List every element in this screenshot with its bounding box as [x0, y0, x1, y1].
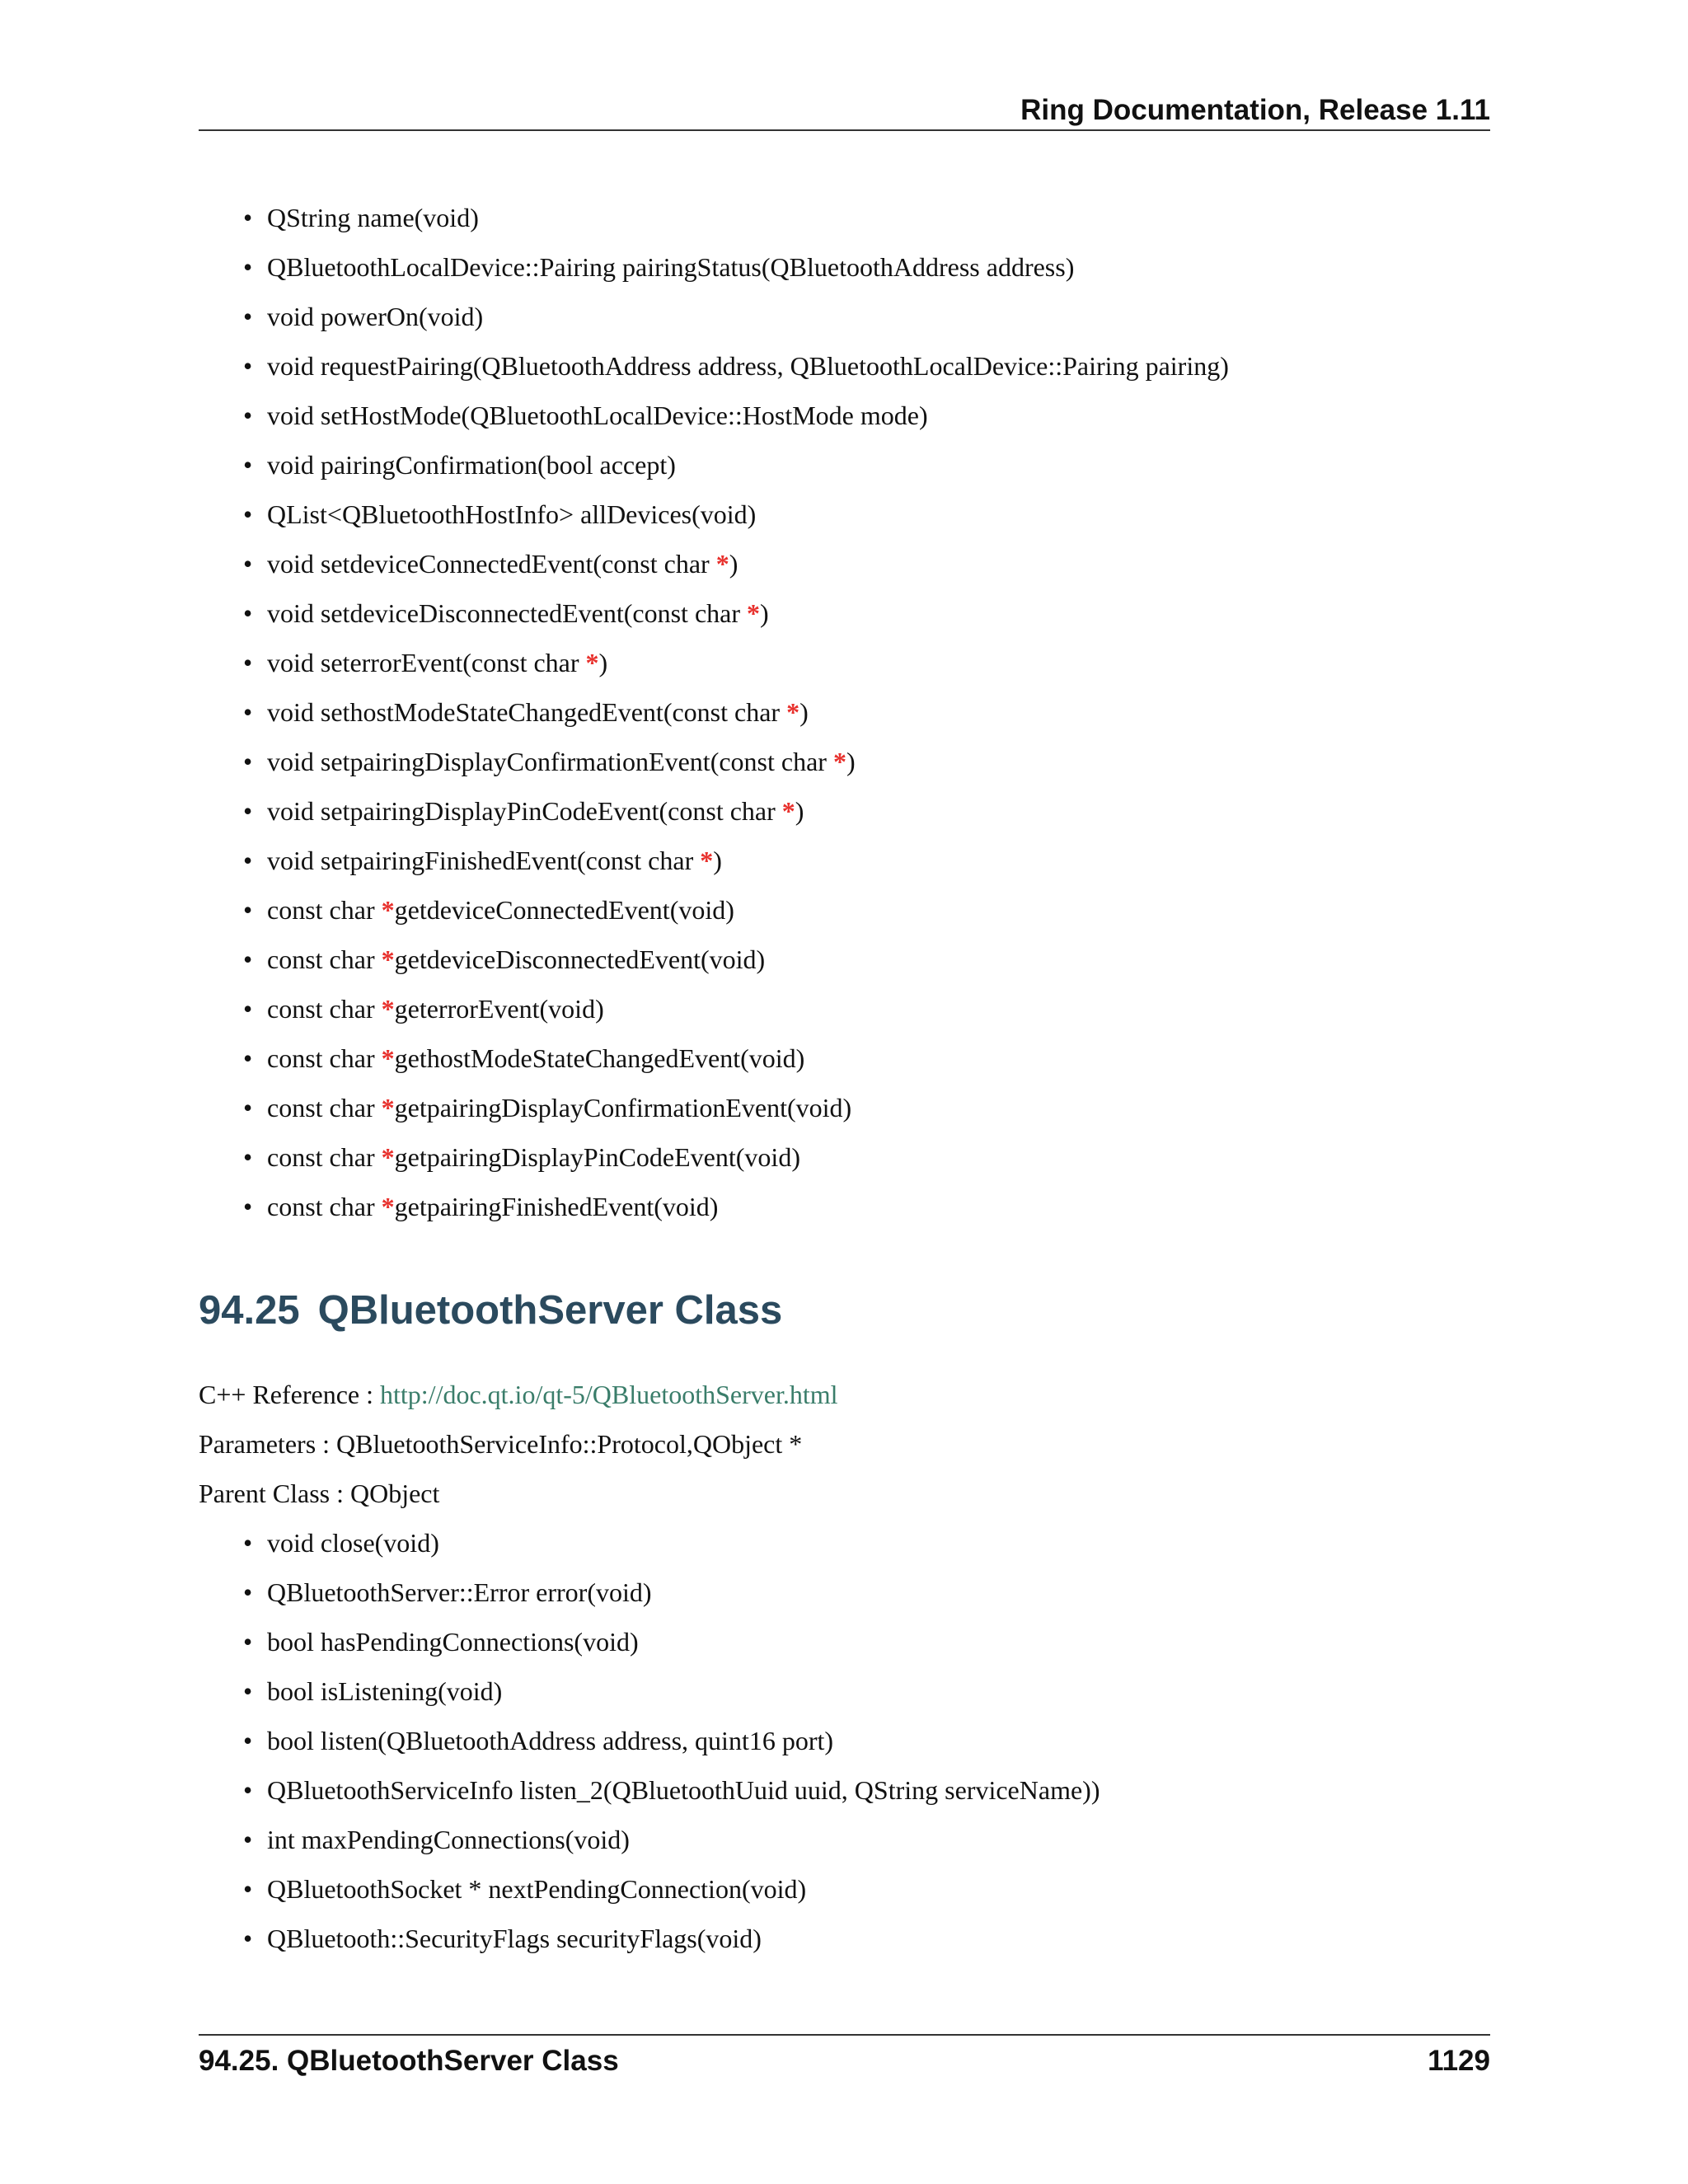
- pointer-asterisk: *: [381, 994, 395, 1024]
- method-signature-tail: ): [760, 598, 769, 628]
- method-signature-text: const char: [267, 994, 382, 1024]
- page-number: 1129: [1428, 2045, 1490, 2077]
- method-signature-tail: ): [598, 648, 608, 677]
- method-signature-text: const char: [267, 895, 382, 925]
- pointer-asterisk: *: [700, 846, 714, 875]
- bullet-icon: •: [243, 1676, 253, 1706]
- cpp-reference-line: [199, 1376, 838, 1413]
- method-signature-tail: getdeviceDisconnectedEvent(void): [394, 944, 766, 974]
- list-item: [0, 496, 1688, 546]
- method-signature-tail: getdeviceConnectedEvent(void): [394, 895, 734, 925]
- method-signature-text: QBluetoothSocket * nextPendingConnection(void): [267, 1874, 807, 1904]
- pointer-asterisk: *: [781, 796, 795, 826]
- bullet-icon: •: [243, 351, 253, 381]
- bullet-icon: •: [243, 1825, 253, 1854]
- bullet-icon: •: [243, 450, 253, 480]
- pointer-asterisk: *: [715, 549, 729, 579]
- method-signature-text: int maxPendingConnections(void): [267, 1825, 630, 1854]
- pointer-asterisk: *: [381, 1192, 395, 1221]
- footer-divider: [199, 2034, 1490, 2036]
- list-item: [0, 1871, 1688, 1920]
- list-item: [0, 793, 1688, 842]
- pointer-asterisk: *: [381, 895, 395, 925]
- list-item: [0, 546, 1688, 595]
- method-signature-tail: gethostModeStateChangedEvent(void): [394, 1043, 805, 1073]
- list-item: [0, 348, 1688, 397]
- section-title: QBluetoothServer Class: [317, 1288, 783, 1333]
- bullet-icon: •: [243, 747, 253, 776]
- method-signature-tail: geterrorEvent(void): [394, 994, 604, 1024]
- bullet-icon: •: [243, 944, 253, 974]
- bullet-icon: •: [243, 846, 253, 875]
- list-item: [0, 991, 1688, 1040]
- bullet-icon: •: [243, 598, 253, 628]
- list-item: [0, 743, 1688, 793]
- section-number: 94.25: [199, 1288, 300, 1333]
- list-item: [0, 1525, 1688, 1574]
- method-signature-tail: ): [799, 697, 809, 727]
- method-signature-text: QBluetoothLocalDevice::Pairing pairingStatus(QBluetoothAddress address): [267, 252, 1075, 282]
- pointer-asterisk: *: [381, 1043, 395, 1073]
- list-item: [0, 1772, 1688, 1821]
- list-item: [0, 397, 1688, 447]
- cpp-reference-label: C++ Reference :: [199, 1380, 380, 1409]
- bullet-icon: •: [243, 1726, 253, 1755]
- bullet-icon: •: [243, 252, 253, 282]
- bullet-icon: •: [243, 1577, 253, 1607]
- method-signature-text: void setdeviceDisconnectedEvent(const char: [267, 598, 747, 628]
- bullet-icon: •: [243, 1528, 253, 1558]
- list-item: [0, 1722, 1688, 1772]
- method-signature-text: void requestPairing(QBluetoothAddress address, QBluetoothLocalDevice::Pairing pairing): [267, 351, 1229, 381]
- method-signature-text: QBluetooth::SecurityFlags securityFlags(void): [267, 1924, 762, 1953]
- method-signature-text: void seterrorEvent(const char: [267, 648, 586, 677]
- list-item: [0, 199, 1688, 249]
- list-item: [0, 1920, 1688, 1970]
- parent-class-line: Parent Class : QObject: [199, 1479, 440, 1508]
- method-signature-tail: getpairingFinishedEvent(void): [394, 1192, 719, 1221]
- list-item: [0, 1574, 1688, 1624]
- list-item: [0, 249, 1688, 298]
- method-signature-text: QString name(void): [267, 203, 479, 232]
- method-signature-text: const char: [267, 1093, 382, 1122]
- bullet-icon: •: [243, 203, 253, 232]
- method-signature-text: void sethostModeStateChangedEvent(const char: [267, 697, 787, 727]
- bullet-icon: •: [243, 1775, 253, 1805]
- method-signature-text: void setpairingDisplayConfirmationEvent(const char: [267, 747, 833, 776]
- page-footer: [199, 2041, 1490, 2082]
- method-signature-text: void setpairingDisplayPinCodeEvent(const char: [267, 796, 782, 826]
- method-signature-tail: getpairingDisplayPinCodeEvent(void): [394, 1142, 800, 1172]
- pointer-asterisk: *: [786, 697, 800, 727]
- method-signature-text: void setHostMode(QBluetoothLocalDevice::HostMode mode): [267, 401, 928, 430]
- cpp-reference-link[interactable]: http://doc.qt.io/qt-5/QBluetoothServer.html: [380, 1380, 838, 1409]
- bullet-icon: •: [243, 895, 253, 925]
- method-signature-text: const char: [267, 1142, 382, 1172]
- bullet-icon: •: [243, 549, 253, 579]
- pointer-asterisk: *: [381, 1142, 395, 1172]
- method-signature-text: bool listen(QBluetoothAddress address, quint16 port): [267, 1726, 834, 1755]
- bullet-icon: •: [243, 1142, 253, 1172]
- list-item: [0, 1624, 1688, 1673]
- method-signature-text: void close(void): [267, 1528, 439, 1558]
- method-signature-text: QList<QBluetoothHostInfo> allDevices(void): [267, 499, 757, 529]
- pointer-asterisk: *: [381, 944, 395, 974]
- method-signature-text: bool hasPendingConnections(void): [267, 1627, 639, 1657]
- bullet-icon: •: [243, 697, 253, 727]
- bullet-icon: •: [243, 1093, 253, 1122]
- list-item: [0, 892, 1688, 941]
- method-signature-text: void setpairingFinishedEvent(const char: [267, 846, 701, 875]
- method-signature-text: const char: [267, 1043, 382, 1073]
- method-signature-tail: ): [729, 549, 738, 579]
- list-item: [0, 595, 1688, 644]
- method-signature-text: void pairingConfirmation(bool accept): [267, 450, 676, 480]
- header-divider: [199, 129, 1490, 131]
- pointer-asterisk: *: [832, 747, 846, 776]
- method-list-server: [0, 1525, 1688, 1970]
- bullet-icon: •: [243, 796, 253, 826]
- bullet-icon: •: [243, 994, 253, 1024]
- bullet-icon: •: [243, 1874, 253, 1904]
- list-item: [0, 1139, 1688, 1188]
- bullet-icon: •: [243, 1043, 253, 1073]
- bullet-icon: •: [243, 1627, 253, 1657]
- method-list-local-device: [0, 199, 1688, 1238]
- list-item: [0, 842, 1688, 892]
- pointer-asterisk: *: [381, 1093, 395, 1122]
- bullet-icon: •: [243, 499, 253, 529]
- bullet-icon: •: [243, 1192, 253, 1221]
- pointer-asterisk: *: [585, 648, 599, 677]
- method-signature-text: bool isListening(void): [267, 1676, 503, 1706]
- method-signature-text: void powerOn(void): [267, 302, 484, 331]
- parameters-line: Parameters : QBluetoothServiceInfo::Protocol,QObject *: [199, 1429, 803, 1459]
- list-item: [0, 941, 1688, 991]
- method-signature-text: QBluetoothServer::Error error(void): [267, 1577, 652, 1607]
- bullet-icon: •: [243, 648, 253, 677]
- method-signature-tail: ): [713, 846, 722, 875]
- running-header: Ring Documentation, Release 1.11: [1020, 94, 1490, 126]
- method-signature-text: const char: [267, 944, 382, 974]
- section-heading: [199, 1284, 782, 1337]
- list-item: [0, 694, 1688, 743]
- method-signature-text: QBluetoothServiceInfo listen_2(QBluetoothUuid uuid, QString serviceName)): [267, 1775, 1100, 1805]
- method-signature-tail: getpairingDisplayConfirmationEvent(void): [394, 1093, 852, 1122]
- list-item: [0, 298, 1688, 348]
- method-signature-text: void setdeviceConnectedEvent(const char: [267, 549, 716, 579]
- method-signature-text: const char: [267, 1192, 382, 1221]
- bullet-icon: •: [243, 401, 253, 430]
- bullet-icon: •: [243, 1924, 253, 1953]
- list-item: [0, 1188, 1688, 1238]
- list-item: [0, 1821, 1688, 1871]
- method-signature-tail: ): [795, 796, 804, 826]
- list-item: [0, 447, 1688, 496]
- list-item: [0, 1673, 1688, 1722]
- list-item: [0, 1040, 1688, 1090]
- pointer-asterisk: *: [747, 598, 760, 628]
- list-item: [0, 1090, 1688, 1139]
- list-item: [0, 644, 1688, 694]
- method-signature-tail: ): [846, 747, 856, 776]
- bullet-icon: •: [243, 302, 253, 331]
- footer-section-label: 94.25. QBluetoothServer Class: [199, 2045, 619, 2077]
